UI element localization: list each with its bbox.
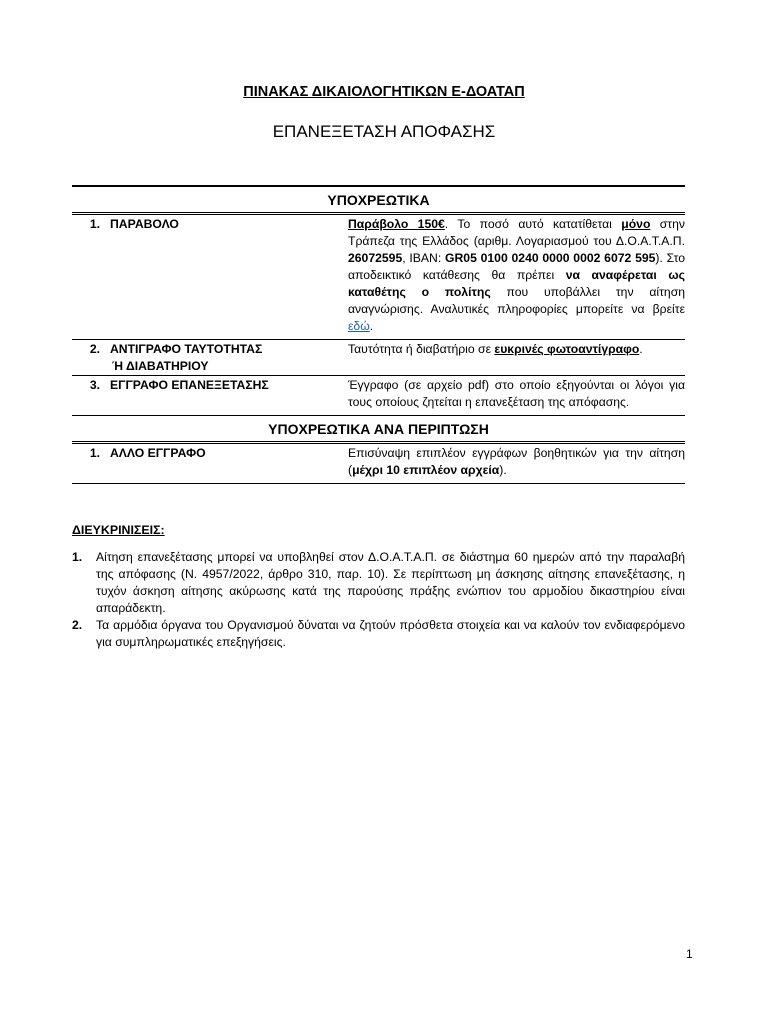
- page-number: 1: [686, 947, 693, 961]
- iban: GR05 0100 0240 0000 0002 6072 595: [445, 251, 656, 265]
- row-description: Παράβολο 150€. Το ποσό αυτό κατατίθεται μόνο στην Τράπεζα της Ελλάδος (αριθμ. Λογαριασμού του Δ.Ο.Α.Τ.Α.Π. 26072595, IBAN: GR05 0100 0240 0000 0002 6072 595). Στο αποδεικτικό κατάθεσης θα πρέπει να αναφέρεται ως καταθέτης ο πολίτης που υποβάλλει την αίτηση αναγνώρισης. Αναλυτικές πληροφορίες μπορείτε να βρείτε εδώ.: [348, 217, 685, 333]
- row-number: 1.: [89, 446, 100, 460]
- row-title: ΕΓΓΡΑΦΟ ΕΠΑΝΕΞΕΤΑΣΗΣ: [110, 378, 269, 392]
- row-title: ΑΛΛΟ ΕΓΓΡΑΦΟ: [110, 446, 206, 460]
- row-number: 2.: [89, 342, 100, 356]
- table-row: [72, 215, 685, 340]
- account-number: 26072595: [348, 251, 403, 265]
- table-row: [72, 340, 685, 376]
- section-heading-conditional: ΥΠΟΧΡΕΩΤΙΚΑ ΑΝΑ ΠΕΡΙΠΤΩΣΗ: [72, 416, 685, 444]
- note-text: Τα αρμόδια όργανα του Οργανισμού δύναται να ζητούν πρόσθετα στοιχεία και να καλούν τον ενδιαφερόμενο για συμπληρωματικές επεξηγήσεις.: [96, 618, 685, 649]
- table-row: [72, 376, 685, 416]
- requirements-table: [72, 185, 685, 484]
- row-description: Επισύναψη επιπλέον εγγράφων βοηθητικών για την αίτηση (μέχρι 10 επιπλέον αρχεία).: [348, 446, 685, 477]
- list-item: [72, 549, 685, 617]
- row-number: 3.: [89, 378, 100, 392]
- row-title: ΑΝΤΙΓΡΑΦΟ ΤΑΥΤΟΤΗΤΑΣ Ή ΔΙΑΒΑΤΗΡΙΟΥ: [110, 342, 263, 373]
- note-text: Αίτηση επανεξέτασης μπορεί να υποβληθεί στον Δ.Ο.Α.Τ.Α.Π. σε διάστημα 60 ημερών από την παραλαβή της απόφασης (Ν. 4957/2022, άρθρο 310, παρ. 10). Σε περίπτωση μη άσκησης αίτησης επανεξέτασης, η τυχόν άσκηση αίτησης ακύρωσης κατά της παρούσης πράξης ενώπιον του αρμοδίου δικαστηρίου είναι απαράδεκτη.: [96, 550, 685, 615]
- row-description: Ταυτότητα ή διαβατήριο σε ευκρινές φωτοαντίγραφο.: [348, 342, 643, 356]
- notes-title: ΔΙΕΥΚΡΙΝΙΣΕΙΣ:: [72, 523, 165, 537]
- note-number: 2.: [72, 618, 83, 632]
- row-title: ΠΑΡΑΒΟΛΟ: [110, 217, 179, 231]
- section-heading-mandatory: ΥΠΟΧΡΕΩΤΙΚΑ: [72, 185, 685, 215]
- fee-amount: Παράβολο 150€: [348, 217, 445, 231]
- document-title: ΠΙΝΑΚΑΣ ΔΙΚΑΙΟΛΟΓΗΤΙΚΩΝ Ε-ΔΟΑΤΑΠ: [243, 84, 525, 100]
- row-description: Έγγραφο (σε αρχείο pdf) στο οποίο εξηγούνται οι λόγοι για τους οποίους ζητείται η επανεξέταση της απόφασης.: [348, 378, 685, 409]
- notes-list: [72, 549, 685, 651]
- list-item: [72, 617, 685, 651]
- note-number: 1.: [72, 550, 83, 564]
- table-row: [72, 444, 685, 484]
- row-number: 1.: [89, 217, 100, 231]
- document-subtitle: ΕΠΑΝΕΞΕΤΑΣΗ ΑΠΟΦΑΣΗΣ: [272, 122, 496, 141]
- info-link[interactable]: εδώ: [348, 319, 370, 333]
